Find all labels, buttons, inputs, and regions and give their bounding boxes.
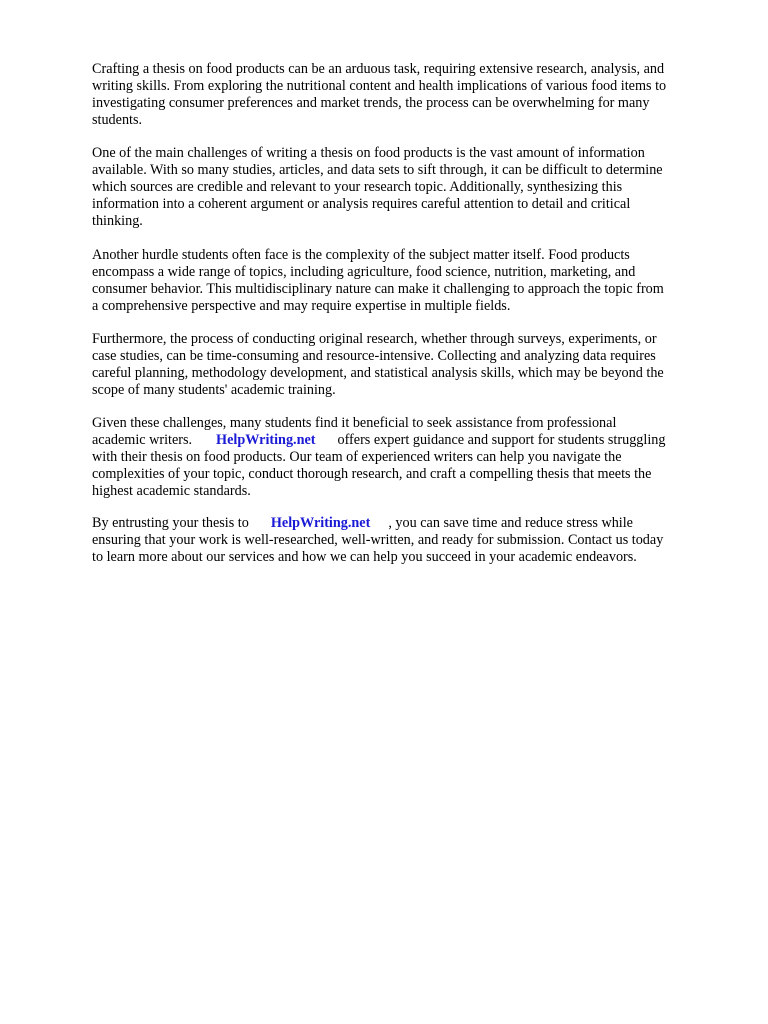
text-line: investigating consumer preferences and market trends, the process can be overwhelming for many [92, 95, 650, 111]
paragraph-intro [92, 61, 732, 129]
paragraph-challenges [92, 145, 732, 230]
text-segment: academic writers. [92, 432, 193, 448]
paragraph-conclusion [92, 515, 732, 566]
text-line: Given these challenges, many students find it beneficial to seek assistance from professional [92, 415, 617, 431]
text-line: information into a coherent argument or analysis requires careful attention to detail and critical [92, 196, 631, 212]
text-line: case studies, can be time-consuming and resource-intensive. Collecting and analyzing data requires [92, 348, 656, 364]
paragraph-complexity [92, 247, 732, 315]
text-line: encompass a wide range of topics, including agriculture, food science, nutrition, marketing, and [92, 264, 636, 280]
text-line: thinking. [92, 213, 143, 229]
paragraph-assistance [92, 415, 732, 500]
text-line: a comprehensive perspective and may require expertise in multiple fields. [92, 298, 511, 314]
text-segment: , you can save time and reduce stress while [388, 515, 633, 531]
text-line: highest academic standards. [92, 483, 251, 499]
text-line: Another hurdle students often face is the complexity of the subject matter itself. Food products [92, 247, 630, 263]
text-line: scope of many students' academic training. [92, 382, 336, 398]
text-line: students. [92, 112, 143, 128]
text-line: complexities of your topic, conduct thorough research, and craft a compelling thesis that meets the [92, 466, 652, 482]
text-line: One of the main challenges of writing a thesis on food products is the vast amount of information [92, 145, 645, 161]
text-line: careful planning, methodology development, and statistical analysis skills, which may be beyond the [92, 365, 664, 381]
helpwriting-link[interactable]: HelpWriting.net [270, 515, 371, 531]
text-segment: By entrusting your thesis to [92, 515, 249, 531]
text-line: available. With so many studies, articles, and data sets to sift through, it can be difficult to determine [92, 162, 663, 178]
text-line: with their thesis on food products. Our team of experienced writers can help you navigate the [92, 449, 622, 465]
text-segment: offers expert guidance and support for students struggling [337, 432, 666, 448]
text-line: which sources are credible and relevant to your research topic. Additionally, synthesizing this [92, 179, 623, 195]
text-line: consumer behavior. This multidisciplinary nature can make it challenging to approach the topic from [92, 281, 664, 297]
text-line: writing skills. From exploring the nutritional content and health implications of various food items to [92, 78, 667, 94]
text-line: Crafting a thesis on food products can be an arduous task, requiring extensive research, analysis, and [92, 61, 665, 77]
text-line-with-link [92, 432, 732, 449]
text-line-with-link [92, 515, 732, 532]
helpwriting-link[interactable]: HelpWriting.net [216, 432, 316, 448]
text-line: ensuring that your work is well-researched, well-written, and ready for submission. Contact us today [92, 532, 664, 548]
paragraph-research [92, 331, 732, 399]
text-line: to learn more about our services and how we can help you succeed in your academic endeavors. [92, 549, 637, 565]
text-line: Furthermore, the process of conducting original research, whether through surveys, experiments, or [92, 331, 657, 347]
